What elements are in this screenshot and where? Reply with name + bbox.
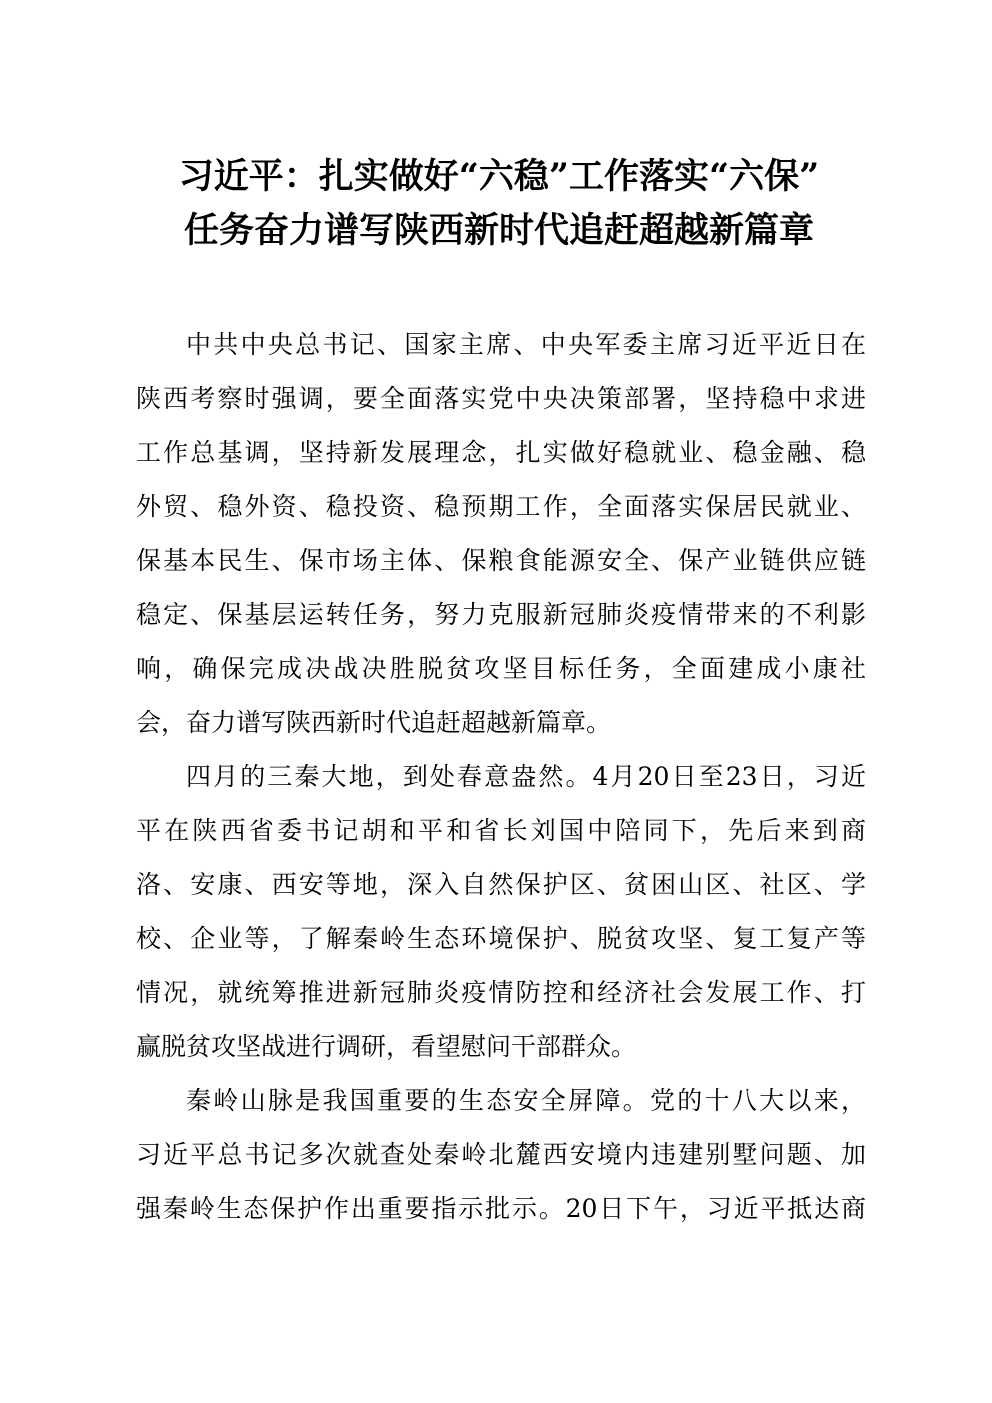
paragraph-line: 中共中央总书记、国家主席、中央军委主席习近平近日在	[186, 330, 866, 359]
paragraph-line: 情况，就统筹推进新冠肺炎疫情防控和经济社会发展工作、打	[136, 978, 866, 1007]
paragraph-line: 外贸、稳外资、稳投资、稳预期工作，全面落实保居民就业、	[136, 492, 866, 521]
paragraph-3	[136, 1074, 866, 1236]
paragraph-line: 稳定、保基层运转任务，努力克服新冠肺炎疫情带来的不利影	[136, 600, 866, 629]
paragraph-2	[136, 750, 866, 1074]
paragraph-line: 工作总基调，坚持新发展理念，扎实做好稳就业、稳金融、稳	[136, 438, 866, 467]
paragraph-line: 陕西考察时强调，要全面落实党中央决策部署，坚持稳中求进	[136, 384, 866, 413]
paragraph-line: 响，确保完成决战决胜脱贫攻坚目标任务，全面建成小康社	[136, 654, 866, 683]
document-title	[134, 150, 864, 258]
paragraph-line: 洛、安康、西安等地，深入自然保护区、贫困山区、社区、学	[136, 870, 866, 899]
paragraph-line: 四月的三秦大地，到处春意盎然。4月20日至23日，习近	[186, 762, 866, 791]
paragraph-line: 校、企业等，了解秦岭生态环境保护、脱贫攻坚、复工复产等	[136, 924, 866, 953]
paragraph-line: 会，奋力谱写陕西新时代追赶超越新篇章。	[136, 708, 612, 737]
document-body	[136, 318, 866, 1236]
title-line-1: 习近平：扎实做好“六稳”工作落实“六保”	[178, 156, 820, 197]
paragraph-1	[136, 318, 866, 750]
paragraph-line: 习近平总书记多次就查处秦岭北麓西安境内违建别墅问题、加	[136, 1140, 866, 1169]
paragraph-line: 赢脱贫攻坚战进行调研，看望慰问干部群众。	[136, 1032, 637, 1061]
paragraph-line: 保基本民生、保市场主体、保粮食能源安全、保产业链供应链	[136, 546, 866, 575]
paragraph-line: 平在陕西省委书记胡和平和省长刘国中陪同下，先后来到商	[136, 816, 866, 845]
title-line-2: 任务奋力谱写陕西新时代追赶超越新篇章	[183, 210, 814, 251]
paragraph-line: 强秦岭生态保护作出重要指示批示。20日下午，习近平抵达商	[136, 1194, 866, 1223]
paragraph-line: 秦岭山脉是我国重要的生态安全屏障。党的十八大以来，	[186, 1086, 866, 1115]
